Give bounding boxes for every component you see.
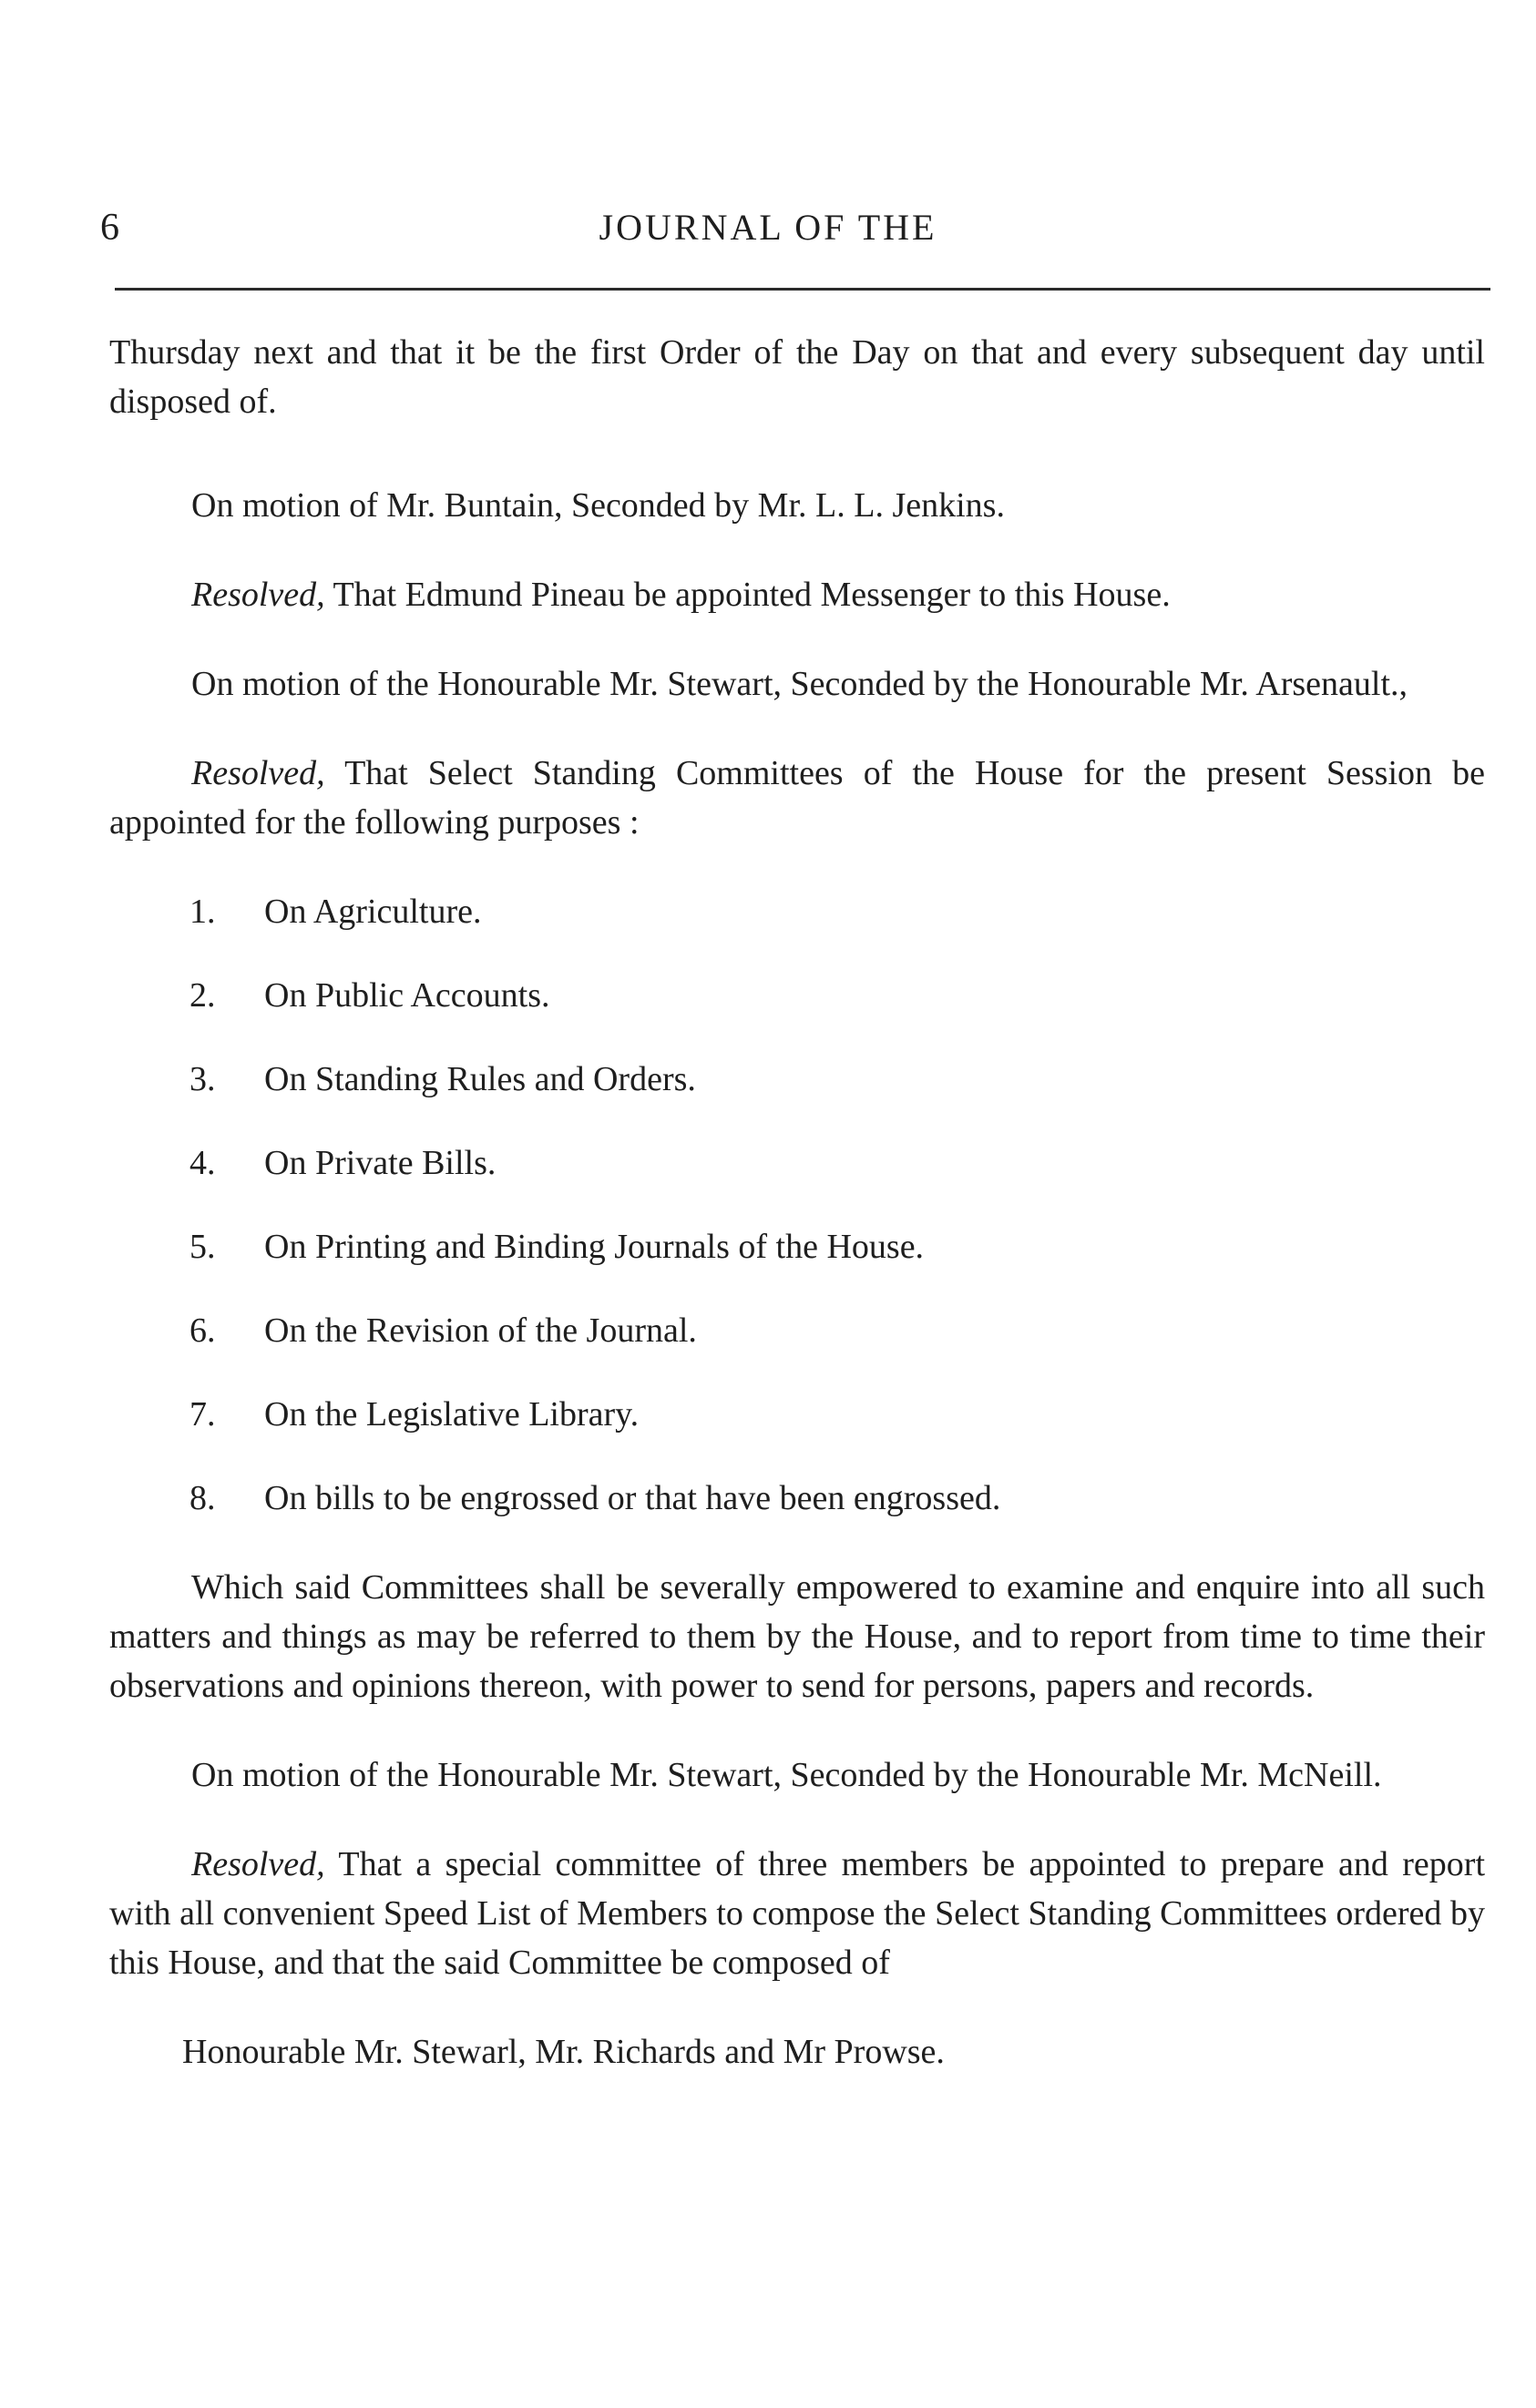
committee-number: 5. — [189, 1228, 216, 1266]
motion-paragraph: On motion of the Honourable Mr. Stewart, Seconded by the Honourable Mr. Arsenault., — [191, 665, 1408, 703]
committee-label: On Private Bills. — [264, 1144, 497, 1182]
committee-number: 6. — [189, 1311, 216, 1350]
committee-number: 7. — [189, 1395, 216, 1434]
continuation-paragraph: Thursday next and that it be the first Order of the Day on that and every subsequent day until disposed of. — [109, 333, 1485, 421]
committee-label: On bills to be engrossed or that have been engrossed. — [264, 1479, 1001, 1517]
resolution-paragraph — [109, 570, 1485, 619]
resolution-paragraph — [109, 749, 1485, 847]
resolved-label: Resolved, — [191, 576, 325, 614]
committee-item — [109, 1055, 1485, 1104]
page-header — [0, 206, 1536, 260]
resolved-label: Resolved, — [191, 754, 325, 792]
motion-paragraph: On motion of the Honourable Mr. Stewart, Seconded by the Honourable Mr. McNeill. — [191, 1756, 1382, 1794]
resolution-text: That a special committee of three members be appointed to prepare and report with all convenient Speed List of Members to compose the Select Standing Committees ordered by this House, and that the said Committee be composed of — [109, 1845, 1485, 1982]
running-head: JOURNAL OF THE — [599, 207, 937, 248]
committee-item — [109, 1222, 1485, 1271]
page-number: 6 — [100, 207, 119, 249]
committee-label: On Printing and Binding Journals of the House. — [264, 1228, 925, 1266]
committee-list — [109, 887, 1485, 1523]
motion-paragraph: On motion of Mr. Buntain, Seconded by Mr. L. L. Jenkins. — [191, 486, 1005, 525]
committee-number: 1. — [189, 893, 216, 931]
committee-item — [109, 1390, 1485, 1439]
committee-number: 4. — [189, 1144, 216, 1182]
journal-body — [109, 328, 1485, 2117]
committee-item — [109, 887, 1485, 936]
committee-item — [109, 1138, 1485, 1188]
committee-members-line: Honourable Mr. Stewarl, Mr. Richards and Mr Prowse. — [182, 2033, 945, 2071]
committee-number: 3. — [189, 1060, 216, 1098]
committee-number: 2. — [189, 976, 216, 1015]
committee-label: On Agriculture. — [264, 893, 482, 931]
committee-label: On the Revision of the Journal. — [264, 1311, 697, 1350]
resolved-label: Resolved, — [191, 1845, 325, 1883]
header-rule — [115, 288, 1490, 291]
committee-label: On Standing Rules and Orders. — [264, 1060, 696, 1098]
committee-item — [109, 1306, 1485, 1355]
resolution-text: That Select Standing Committees of the House for the present Session be appointed for the following purposes : — [109, 754, 1485, 842]
committee-item — [109, 1474, 1485, 1523]
committee-label: On the Legislative Library. — [264, 1395, 640, 1434]
resolution-text: That Edmund Pineau be appointed Messenger to this House. — [324, 576, 1171, 614]
committee-item — [109, 971, 1485, 1020]
powers-paragraph: Which said Committees shall be severally empowered to examine and enquire into all such matters and things as may be referred to them by the House, and to report from time to time their observations and opinions thereon, with power to send for persons, papers and records. — [109, 1568, 1485, 1705]
committee-label: On Public Accounts. — [264, 976, 550, 1015]
committee-number: 8. — [189, 1479, 216, 1517]
resolution-paragraph — [109, 1840, 1485, 1987]
